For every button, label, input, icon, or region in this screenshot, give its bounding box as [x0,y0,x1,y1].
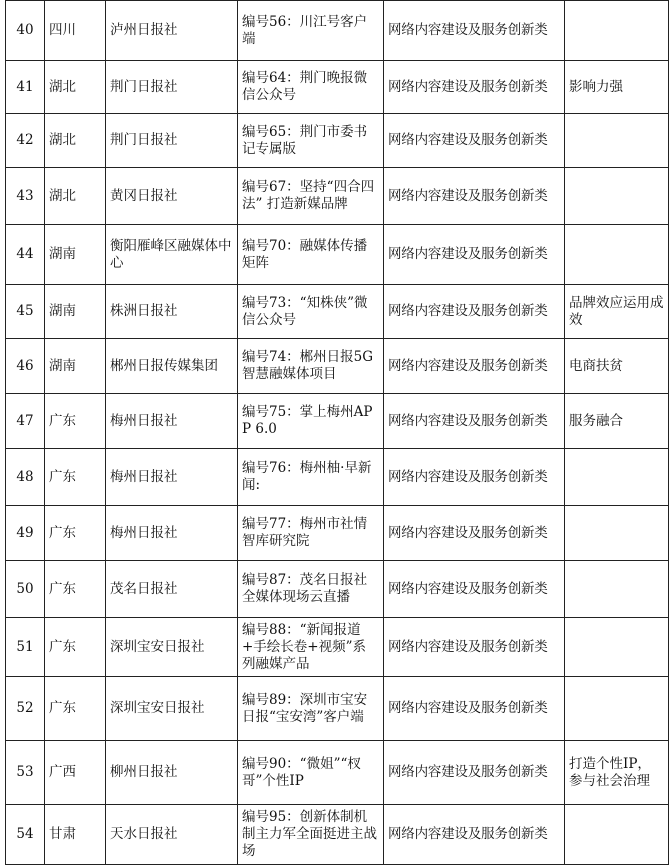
row-number: 46 [6,339,45,394]
project-cell: 编号95：创新体制机制主力军全面挺进主战场 [238,805,384,865]
project-cell: 编号89：深圳市宝安日报“宝安湾”客户端 [238,677,384,741]
category-cell: 网络内容建设及服务创新类 [384,61,565,114]
table-row [6,1,669,61]
row-number: 48 [6,449,45,506]
note-cell: 影响力强 [565,61,669,114]
row-number: 51 [6,618,45,677]
category-cell: 网络内容建设及服务创新类 [384,506,565,561]
project-cell: 编号88：“新闻报道+手绘长卷+视频”系列融媒产品 [238,618,384,677]
province-cell: 湖南 [45,225,106,285]
unit-cell: 天水日报社 [106,805,238,865]
note-cell [565,225,669,285]
table-row [6,339,669,394]
province-cell: 四川 [45,1,106,61]
unit-cell: 株洲日报社 [106,285,238,339]
table-row [6,394,669,449]
project-cell: 编号64：荆门晚报微信公众号 [238,61,384,114]
table-row [6,506,669,561]
table-row [6,805,669,865]
unit-cell: 深圳宝安日报社 [106,618,238,677]
project-cell: 编号65：荆门市委书记专属版 [238,114,384,168]
category-cell: 网络内容建设及服务创新类 [384,225,565,285]
row-number: 40 [6,1,45,61]
note-cell [565,449,669,506]
province-cell: 广东 [45,506,106,561]
category-cell: 网络内容建设及服务创新类 [384,114,565,168]
note-cell [565,618,669,677]
row-number: 49 [6,506,45,561]
note-cell [565,805,669,865]
province-cell: 湖北 [45,168,106,225]
unit-cell: 泸州日报社 [106,1,238,61]
table-row [6,285,669,339]
unit-cell: 柳州日报社 [106,741,238,805]
province-cell: 湖南 [45,285,106,339]
table-row [6,61,669,114]
unit-cell: 郴州日报传媒集团 [106,339,238,394]
row-number: 45 [6,285,45,339]
category-cell: 网络内容建设及服务创新类 [384,449,565,506]
table-row [6,449,669,506]
category-cell: 网络内容建设及服务创新类 [384,618,565,677]
province-cell: 广东 [45,394,106,449]
province-cell: 湖南 [45,339,106,394]
table-row [6,561,669,618]
project-cell: 编号74：郴州日报5G智慧融媒体项目 [238,339,384,394]
province-cell: 广西 [45,741,106,805]
table-row [6,677,669,741]
award-list-table [5,0,669,865]
province-cell: 广东 [45,677,106,741]
category-cell: 网络内容建设及服务创新类 [384,285,565,339]
project-cell: 编号77：梅州市社情智库研究院 [238,506,384,561]
province-cell: 广东 [45,561,106,618]
unit-cell: 衡阳雁峰区融媒体中心 [106,225,238,285]
unit-cell: 茂名日报社 [106,561,238,618]
category-cell: 网络内容建设及服务创新类 [384,168,565,225]
category-cell: 网络内容建设及服务创新类 [384,741,565,805]
note-cell [565,168,669,225]
category-cell: 网络内容建设及服务创新类 [384,677,565,741]
project-cell: 编号70：融媒体传播矩阵 [238,225,384,285]
province-cell: 湖北 [45,114,106,168]
category-cell: 网络内容建设及服务创新类 [384,1,565,61]
project-cell: 编号75：掌上梅州APP 6.0 [238,394,384,449]
table-row [6,618,669,677]
table-row [6,741,669,805]
row-number: 54 [6,805,45,865]
province-cell: 湖北 [45,61,106,114]
table-row [6,168,669,225]
category-cell: 网络内容建设及服务创新类 [384,805,565,865]
unit-cell: 梅州日报社 [106,394,238,449]
province-cell: 甘肃 [45,805,106,865]
note-cell [565,561,669,618]
category-cell: 网络内容建设及服务创新类 [384,339,565,394]
unit-cell: 荆门日报社 [106,114,238,168]
unit-cell: 荆门日报社 [106,61,238,114]
unit-cell: 梅州日报社 [106,506,238,561]
note-cell: 服务融合 [565,394,669,449]
row-number: 47 [6,394,45,449]
project-cell: 编号73：“知株侠”微信公众号 [238,285,384,339]
table-row [6,114,669,168]
province-cell: 广东 [45,449,106,506]
note-cell [565,506,669,561]
project-cell: 编号87：茂名日报社全媒体现场云直播 [238,561,384,618]
project-cell: 编号76：梅州柚·早新闻: [238,449,384,506]
row-number: 52 [6,677,45,741]
note-cell: 品牌效应运用成效 [565,285,669,339]
unit-cell: 深圳宝安日报社 [106,677,238,741]
row-number: 43 [6,168,45,225]
province-cell: 广东 [45,618,106,677]
row-number: 42 [6,114,45,168]
unit-cell: 黄冈日报社 [106,168,238,225]
project-cell: 编号90：“微姐”“杈哥”个性IP [238,741,384,805]
project-cell: 编号56：川江号客户端 [238,1,384,61]
category-cell: 网络内容建设及服务创新类 [384,394,565,449]
category-cell: 网络内容建设及服务创新类 [384,561,565,618]
row-number: 53 [6,741,45,805]
note-cell: 打造个性IP，参与社会治理 [565,741,669,805]
unit-cell: 梅州日报社 [106,449,238,506]
note-cell: 电商扶贫 [565,339,669,394]
table-row [6,225,669,285]
note-cell [565,677,669,741]
row-number: 50 [6,561,45,618]
note-cell [565,114,669,168]
project-cell: 编号67：坚持“四合四法” 打造新媒品牌 [238,168,384,225]
row-number: 41 [6,61,45,114]
note-cell [565,1,669,61]
row-number: 44 [6,225,45,285]
